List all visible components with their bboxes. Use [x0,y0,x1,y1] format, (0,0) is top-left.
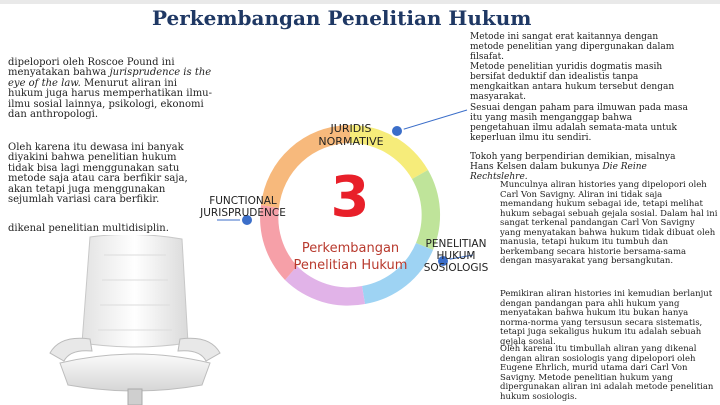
right-paragraph-5: Munculnya aliran histories yang dipelopori oleh Carl Von Savigny. Aliran ini tidak saja memandang hukum sebagai ide, tetapi melihat hukum sebagai sebuah gejala sosial. Dalam hal ini sangat terkenal pandangan Carl Von Savigny yang menyatakan bahwa hukum tidak dibuat oleh manusia, tetapi hukum itu tumbuh dan berkembang secara historie bersama-sama dengan masyarakat yang bersangkutan. [500,180,718,266]
right-paragraph-3: Sesuai dengan paham para ilmuwan pada masa itu yang masih menganggap bahwa pengetahuan ilmu adalah semata-mata untuk keperluan ilmu itu sendiri. [470,103,688,143]
node-label-sos: PENELITIAN HUKUM SOSIOLOGIS [423,238,489,274]
left-p1-text-b: Menurut aliran ini hukum juga harus memperhatikan ilmu-ilmu sosial lainnya, psikologi, ekonomi dan anthropologi. [8,77,212,121]
center-label: Perkembangan Penelitian Hukum [293,241,408,273]
number-three: 3 [330,165,370,230]
right-paragraph-4 [470,152,695,182]
left-p1-text-a: dipelopori oleh Roscoe Pound ini menyatakan bahwa [8,57,175,79]
connector-line-jurid [401,110,467,130]
right-paragraph-1: Metode ini sangat erat kaitannya dengan metode penelitian yang dipergunakan dalam filsafat. [470,32,675,62]
node-label-jurid: JURIDIS NORMATIVE [318,122,384,148]
right-p4-italic: Die Reine Rechtslehre. [470,162,647,182]
page-title: Perkembangan Penelitian Hukum [152,6,532,30]
left-paragraph-2: Oleh karena itu dewasa ini banyak diyakini bahwa penelitian hukum tidak bisa lagi menggunakan satu metode saja atau cara berfikir saja, akan tetapi juga menggunakan sejumlah variasi cara berfikir. [8,142,188,206]
left-paragraph-1 [8,58,213,120]
node-label-fun: FUNCTIONAL JURISPRUDENCE [200,195,286,219]
right-paragraph-6: Pemikiran aliran histories ini kemudian berlanjut dengan pandangan para ahli hukum yang menyatakan bahwa hukum itu bukan hanya norma-norma yang tersusun secara sistematis, tetapi juga sekaligus hukum itu adalah sebuah gejala sosial. [500,289,713,347]
right-paragraph-2: Metode penelitian yuridis dogmatis masih bersifat deduktif dan idealistis tanpa mengkaitkan antara hukum tersebut dengan masyarakat. [470,62,675,102]
right-paragraph-7: Oleh karena itu timbullah aliran yang dikenal dengan aliran sosiologis yang dipelopori oleh Eugene Ehrlich, murid utama dari Carl Von Savigny. Metode penelitian hukum yang dipergunakan aliran ini adalah metode penelitian hukum sosiologis. [500,344,714,402]
left-p1-italic: jurisprudence is the eye of the law. [8,67,212,89]
right-p4-text: Tokoh yang berpendirian demikian, misalnya Hans Kelsen dalam bukunya [470,152,676,172]
left-paragraph-3: dikenal penelitian multidisiplin. [8,223,169,234]
top-bar [0,0,720,4]
